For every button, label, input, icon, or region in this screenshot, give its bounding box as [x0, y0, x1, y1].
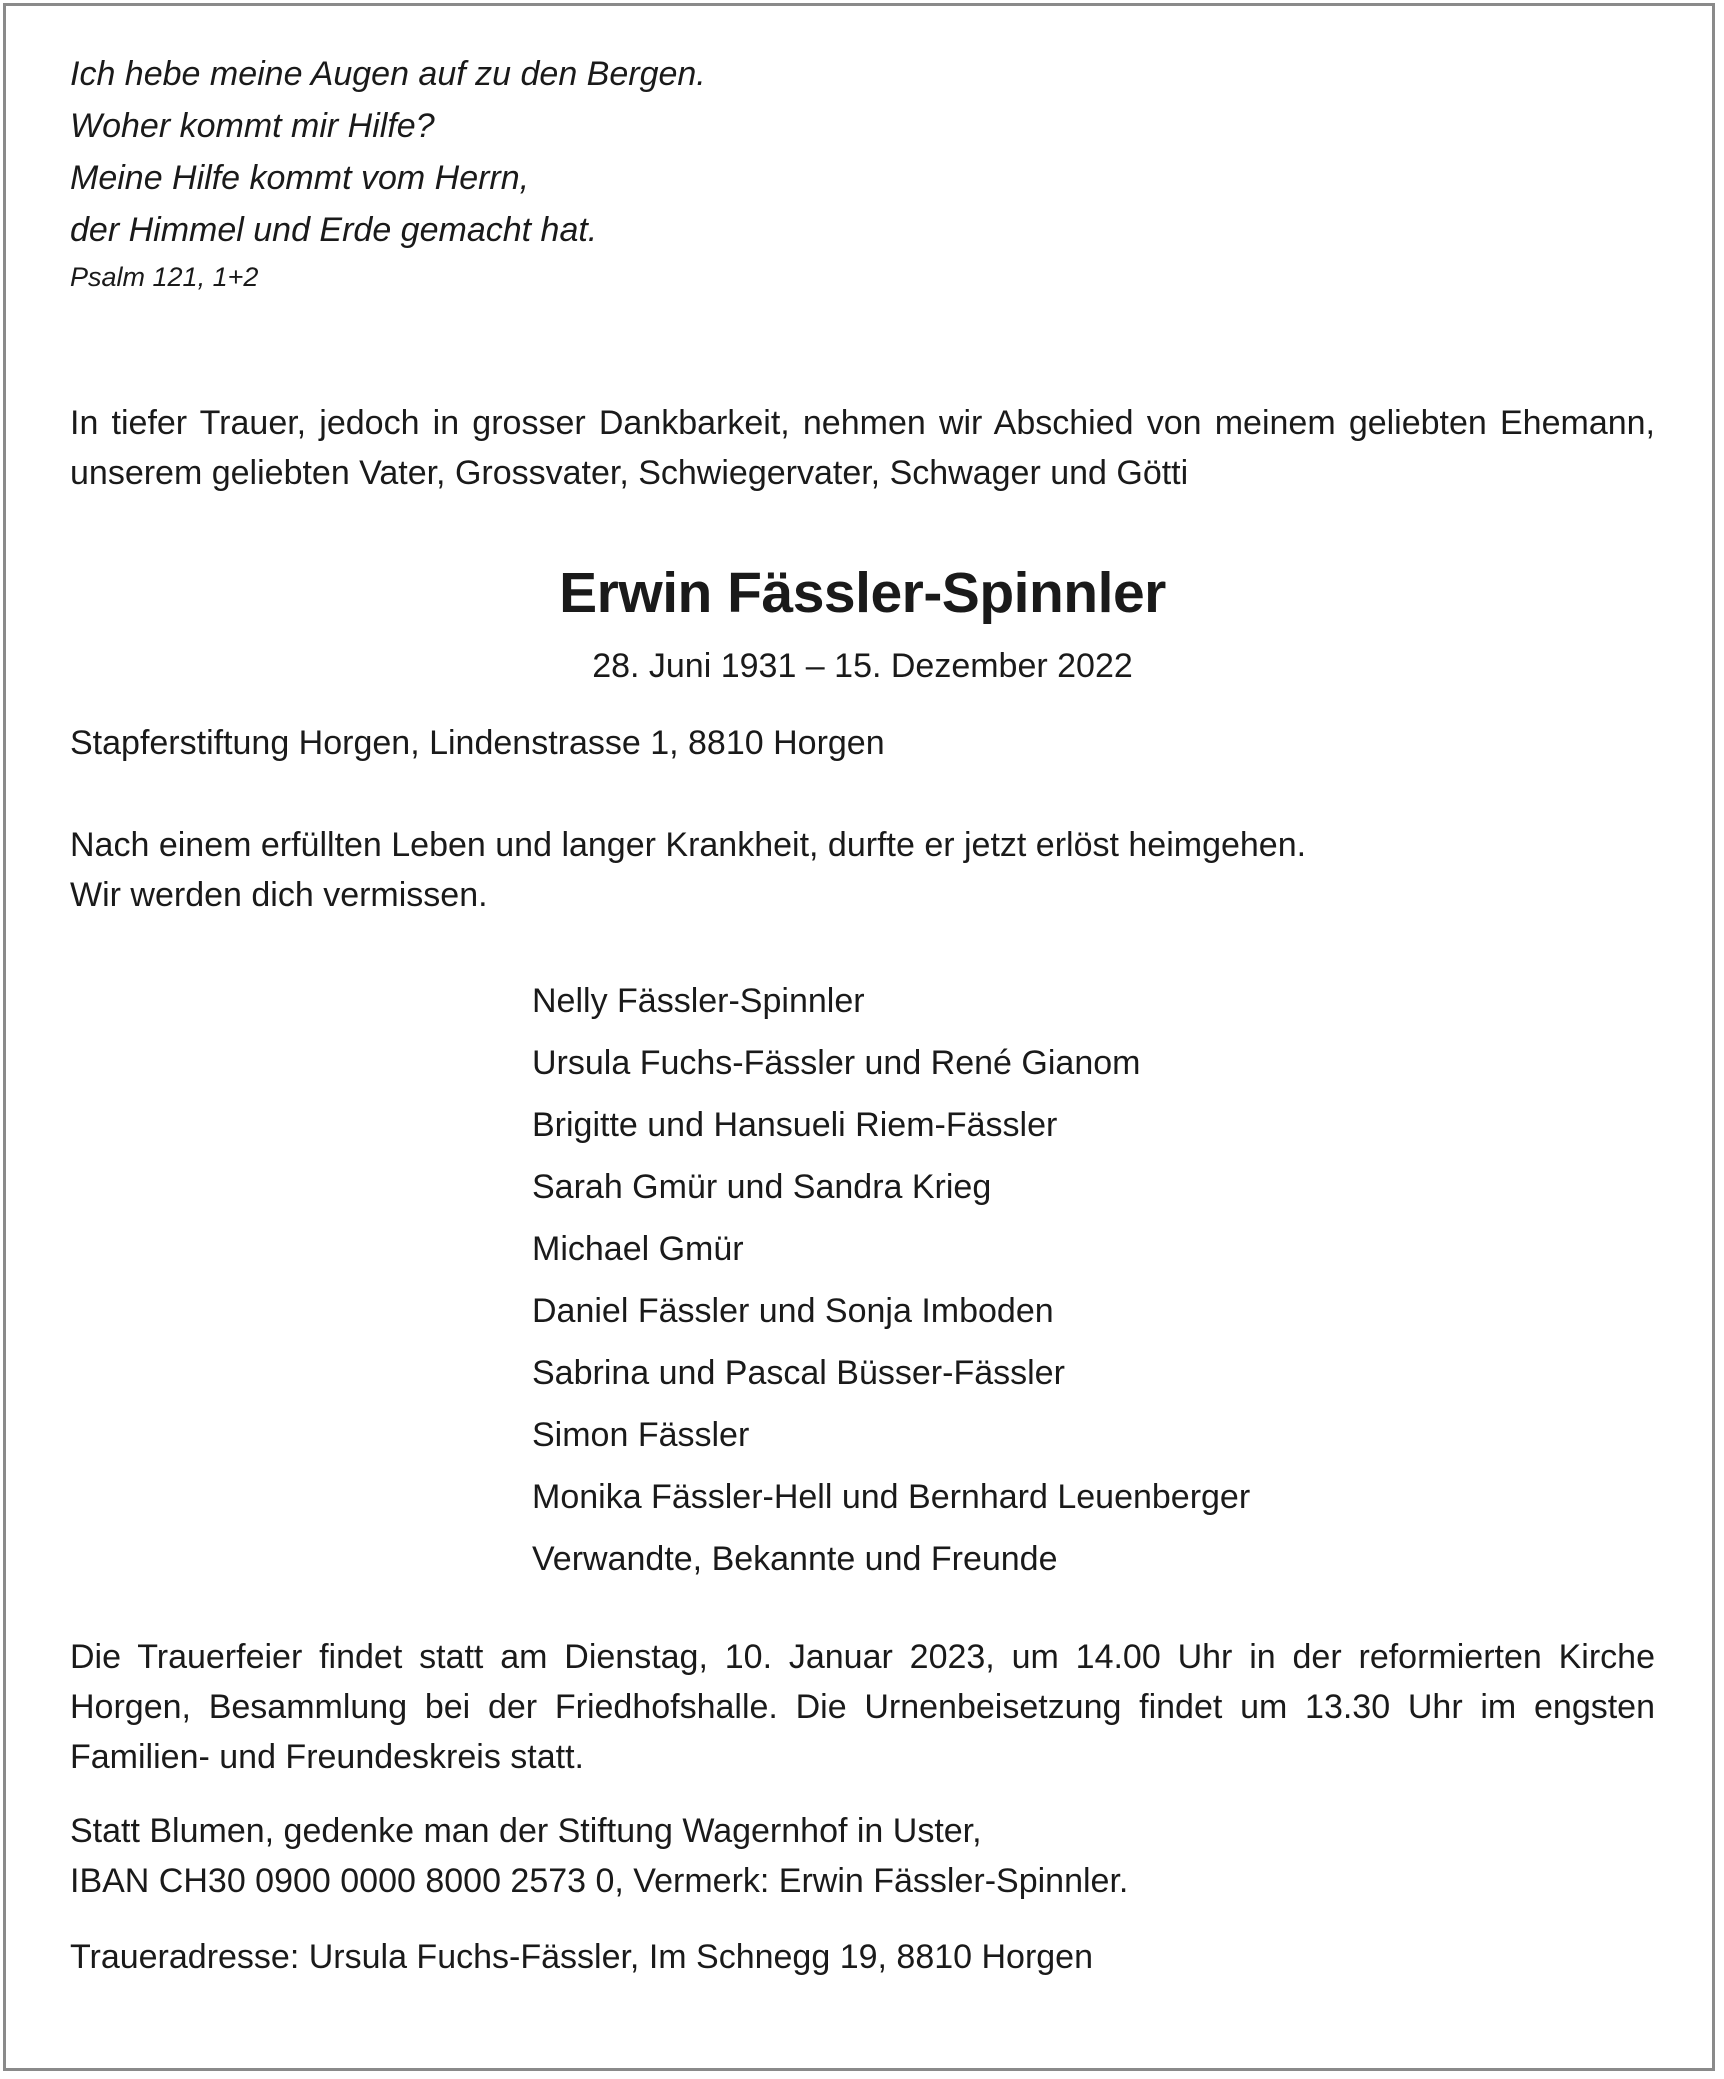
- mourner-entry: Daniel Fässler und Sonja Imboden: [532, 1292, 1054, 1330]
- mourner-entry: Sarah Gmür und Sandra Krieg: [532, 1168, 992, 1206]
- funeral-notice: Die Trauerfeier findet statt am Dienstag, 10. Januar 2023, um 14.00 Uhr in der reformierten Kirche Horgen, Besammlung bei der Friedhofshalle. Die Urnenbeisetzung findet um 13.30 Uhr im engsten Familien- und Freundeskreis statt.: [70, 1638, 1655, 1776]
- deceased-name: Erwin Fässler-Spinnler: [559, 561, 1166, 625]
- mourners-list: [532, 970, 1250, 1590]
- mourner-entry: Ursula Fuchs-Fässler und René Gianom: [532, 1044, 1141, 1082]
- life-dates: 28. Juni 1931 – 15. Dezember 2022: [592, 647, 1133, 685]
- mourning-address: Traueradresse: Ursula Fuchs-Fässler, Im Schnegg 19, 8810 Horgen: [70, 1938, 1094, 1976]
- verse-line: Meine Hilfe kommt vom Herrn,: [70, 159, 530, 197]
- mourner-entry: Simon Fässler: [532, 1416, 750, 1454]
- verse-line: Woher kommt mir Hilfe?: [70, 107, 435, 145]
- verse-source: Psalm 121, 1+2: [70, 262, 259, 292]
- psalm-verse: [70, 48, 706, 256]
- mourner-entry: Verwandte, Bekannte und Freunde: [532, 1540, 1058, 1578]
- mourner-entry: Sabrina und Pascal Büsser-Fässler: [532, 1354, 1065, 1392]
- donation-line: IBAN CH30 0900 0000 8000 2573 0, Vermerk: Erwin Fässler-Spinnler.: [70, 1862, 1129, 1900]
- farewell-line: Nach einem erfüllten Leben und langer Krankheit, durfte er jetzt erlöst heimgehen.: [70, 826, 1307, 864]
- intro-text: In tiefer Trauer, jedoch in grosser Dankbarkeit, nehmen wir Abschied von meinem geliebten Ehemann, unserem geliebten Vater, Grossvater, Schwiegervater, Schwager und Götti: [70, 404, 1655, 492]
- donation-notice: [70, 1806, 1655, 1906]
- verse-line: der Himmel und Erde gemacht hat.: [70, 211, 598, 249]
- farewell-text: [70, 820, 1655, 920]
- mourner-entry: Nelly Fässler-Spinnler: [532, 982, 865, 1020]
- donation-line: Statt Blumen, gedenke man der Stiftung Wagernhof in Uster,: [70, 1812, 982, 1850]
- mourner-entry: Monika Fässler-Hell und Bernhard Leuenberger: [532, 1478, 1251, 1516]
- mourner-entry: Brigitte und Hansueli Riem-Fässler: [532, 1106, 1058, 1144]
- mourner-entry: Michael Gmür: [532, 1230, 744, 1268]
- farewell-line: Wir werden dich vermissen.: [70, 876, 488, 914]
- verse-line: Ich hebe meine Augen auf zu den Bergen.: [70, 55, 706, 93]
- residence-address: Stapferstiftung Horgen, Lindenstrasse 1, 8810 Horgen: [70, 724, 885, 762]
